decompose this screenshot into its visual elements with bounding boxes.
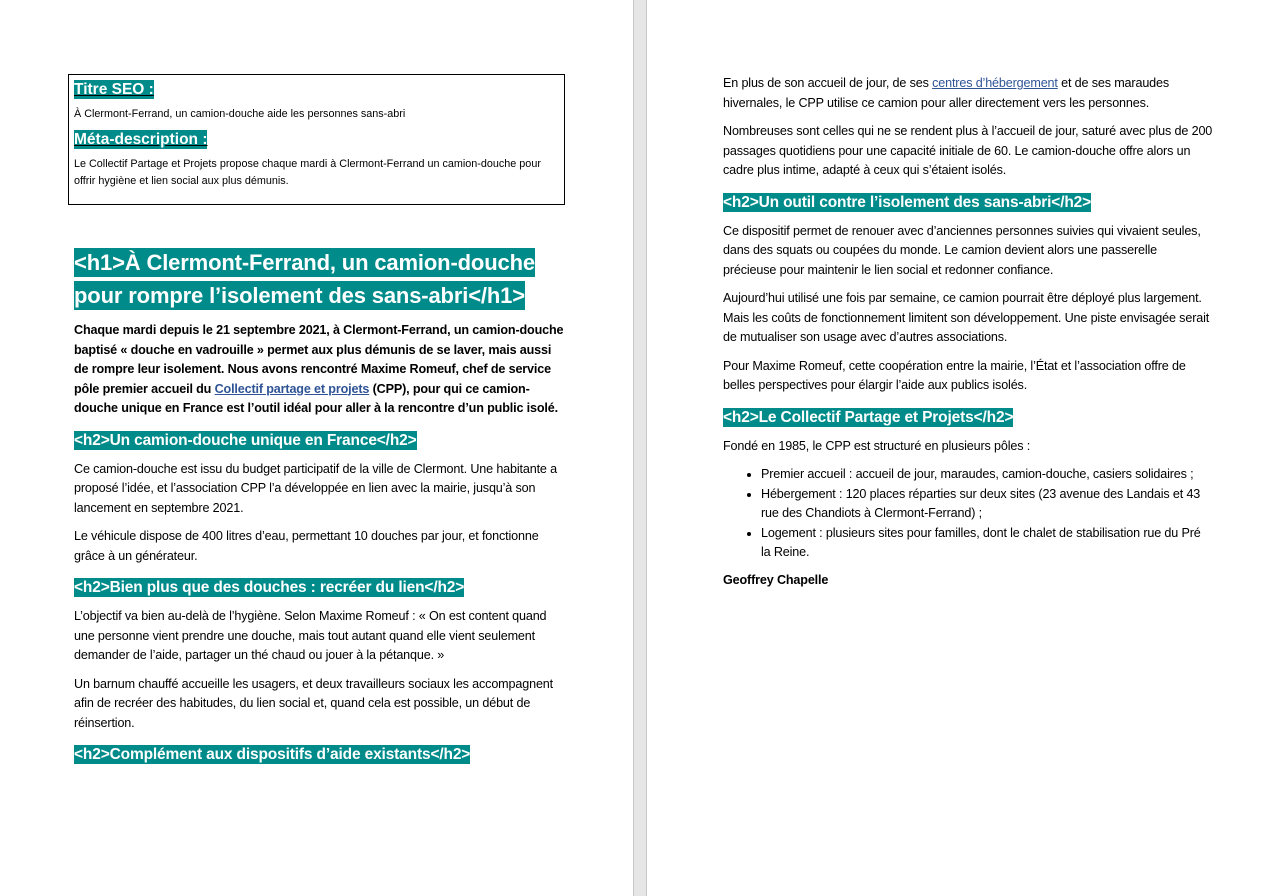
article-h1: <h1>À Clermont-Ferrand, un camion-douche pour rompre l’isolement des sans-abri</h1> [74, 250, 535, 308]
h2-recreer-lien: <h2>Bien plus que des douches : recréer du lien</h2> [74, 579, 465, 596]
paragraph: Aujourd’hui utilisé une fois par semaine, ce camion pourrait être déployé plus largement. Mais les coûts de fonctionnement limitent son développement. Une piste envisagée serait de mutualiser son usage avec d’autres associations. [723, 291, 1210, 344]
paragraph [723, 74, 1213, 113]
author: Geoffrey Chapelle [723, 572, 829, 587]
seo-title-label: Titre SEO : [74, 81, 154, 98]
text: et de ses maraudes hivernales, le CPP utilise ce camion pour aller directement vers les personnes. [723, 76, 1170, 110]
meta-description-value[interactable]: Le Collectif Partage et Projets propose chaque mardi à Clermont-Ferrand un camion-douche pour offrir hygiène et lien social aux plus démunis. [74, 158, 541, 187]
document-page-1 [0, 0, 633, 896]
seo-title-value[interactable]: À Clermont-Ferrand, un camion-douche aide les personnes sans-abri [74, 108, 406, 120]
intro-text: Chaque mardi depuis le 21 septembre 2021, à Clermont-Ferrand, un camion-douche baptisé « douche en vadrouille » permet aux plus démunis de se laver, mais aussi de rompre leur isolement. Nous avons rencontré Maxime Romeuf, chef de service pôle premier accueil du [74, 323, 564, 396]
list-item: • Premier accueil : accueil de jour, maraudes, camion-douche, casiers solidaires ; [761, 465, 1213, 485]
hebergement-link[interactable]: centres d’hébergement [932, 76, 1058, 90]
page-1-body[interactable] [74, 246, 564, 774]
list-item: • Hébergement : 120 places réparties sur deux sites (23 avenue des Landais et 43 rue des Chandiots à Clermont-Ferrand) ; [761, 485, 1213, 524]
document-page-2 [648, 0, 1282, 896]
text: En plus de son accueil de jour, de ses [723, 76, 933, 90]
paragraph: L’objectif va bien au-delà de l’hygiène. Selon Maxime Romeuf : « On est content quand une personne vient prendre une douche, mais tout autant quand elle vient seulement demander de l’aide, partager un thé chaud ou jouer à la pétanque. » [74, 609, 547, 662]
h2-collectif: <h2>Le Collectif Partage et Projets</h2> [723, 408, 1014, 426]
intro-paragraph [74, 321, 564, 419]
list-item: • Logement : plusieurs sites pour familles, dont le chalet de stabilisation rue du Pré la Reine. [761, 524, 1213, 563]
poles-list [723, 465, 1213, 563]
paragraph: Un barnum chauffé accueille les usagers, et deux travailleurs sociaux les accompagnent afin de recréer des habitudes, du lien social et, quand cela est possible, un début de réinsertion. [74, 676, 553, 730]
paragraph: Le véhicule dispose de 400 litres d’eau, permettant 10 douches par jour, et fonctionne grâce à un générateur. [74, 529, 539, 563]
paragraph: Nombreuses sont celles qui ne se rendent plus à l’accueil de jour, saturé avec plus de 200 passages quotidiens pour une capacité initiale de 60. Le camion-douche offre alors un cadre plus intime, adapté à ceux qui s’étaient isolés. [723, 124, 1213, 177]
seo-box [68, 74, 565, 205]
paragraph: Pour Maxime Romeuf, cette coopération entre la mairie, l’État et l’association offre de belles perspectives pour élargir l’aide aux publics isolés. [723, 358, 1186, 392]
paragraph: Ce dispositif permet de renouer avec d’anciennes personnes suivies qui vivaient seules, dans des squats ou coupées du monde. Le camion devient alors une passerelle précieuse pour maintenir le lien social et redonner confiance. [723, 223, 1201, 277]
collectif-link[interactable]: Collectif partage et projets [214, 381, 370, 396]
h2-complement: <h2>Complément aux dispositifs d’aide existants</h2> [74, 746, 471, 763]
meta-description-label: Méta-description : [74, 131, 208, 148]
intro-text-end: (CPP), pour qui ce camion-douche unique en France est l’outil idéal pour aller à la rencontre d’un public isolé. [74, 381, 558, 415]
h2-camion-unique: <h2>Un camion-douche unique en France</h2> [74, 431, 417, 449]
h2-outil-isolement: <h2>Un outil contre l’isolement des sans-abri</h2> [723, 193, 1092, 211]
paragraph: Ce camion-douche est issu du budget participatif de la ville de Clermont. Une habitante a proposé l’idée, et l’association CPP l’a développée en lien avec la mairie, jusqu’à son lancement en septembre 2021. [74, 461, 557, 515]
page-separator [633, 0, 647, 896]
paragraph: Fondé en 1985, le CPP est structuré en plusieurs pôles : [723, 438, 1031, 453]
page-2-body[interactable] [723, 74, 1213, 599]
